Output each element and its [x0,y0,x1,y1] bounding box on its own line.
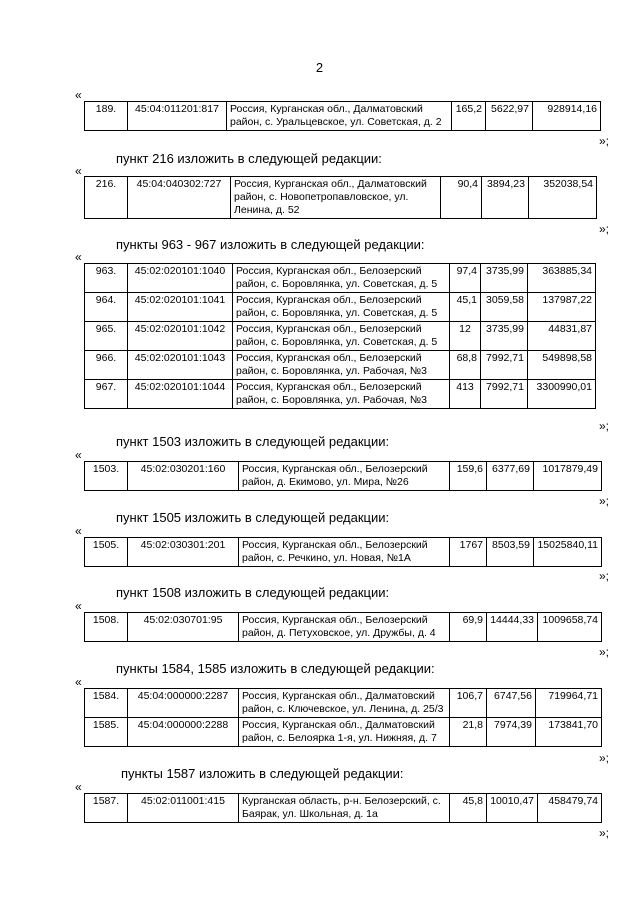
quote-open: « [75,599,82,613]
rate: 3894,23 [482,177,529,219]
quote-close: »; [598,826,609,840]
quote-close: »; [598,222,609,236]
area: 21,8 [450,718,487,747]
value: 173841,70 [536,718,602,747]
address: Россия, Курганская обл., Далматовский район, с. Белоярка 1-я, ул. Нижняя, д. 7 [239,718,450,747]
table-row [85,718,602,747]
item-number: 1587. [85,794,128,823]
area: 97,4 [450,264,481,293]
rate: 3735,99 [481,264,528,293]
cadastral-number: 45:02:020101:1044 [128,380,233,409]
address: Россия, Курганская обл., Белозерский район, с. Боровлянка, ул. Рабочая, №3 [233,351,450,380]
item-number: 189. [85,102,128,131]
address: Россия, Курганская обл., Белозерский район, с. Боровлянка, ул. Рабочая, №3 [233,380,450,409]
quote-close: »; [598,494,609,508]
register-table [84,101,601,131]
area: 1767 [450,538,487,567]
address: Курганская область, р-н. Белозерский, с. Баярак, ул. Школьная, д. 1а [239,794,450,823]
quote-open: « [75,780,82,794]
register-table [84,793,602,823]
address: Россия, Курганская обл., Белозерский район, с. Речкино, ул. Новая, №1А [239,538,450,567]
item-number: 964. [85,293,128,322]
table-row [85,177,597,219]
area: 90,4 [441,177,482,219]
address: Россия, Курганская обл., Далматовский район, с. Уральцевское, ул. Советская, д. 2 [227,102,452,131]
area: 106,7 [450,689,487,718]
item-number: 1585. [85,718,128,747]
rate: 7974,39 [487,718,536,747]
rate: 14444,33 [487,613,538,642]
address: Россия, Курганская обл., Далматовский район, с. Новопетропавловское, ул. Ленина, д. 52 [231,177,441,219]
cadastral-number: 45:02:011001:415 [128,794,239,823]
item-number: 965. [85,322,128,351]
cadastral-number: 45:04:040302:727 [128,177,231,219]
table-row [85,462,602,491]
register-table [84,688,602,747]
address: Россия, Курганская обл., Белозерский район, с. Боровлянка, ул. Советская, д. 5 [233,293,450,322]
item-number: 963. [85,264,128,293]
quote-close: »; [598,134,609,148]
table-row [85,613,602,642]
address: Россия, Курганская обл., Далматовский район, с. Ключевское, ул. Ленина, д. 25/3 [239,689,450,718]
rate: 3735,99 [481,322,528,351]
quote-close: »; [598,751,609,765]
table-row [85,293,596,322]
quote-open: « [75,675,82,689]
section-heading: пункт 1505 изложить в следующей редакции: [116,510,390,525]
area: 68,8 [450,351,481,380]
item-number: 1584. [85,689,128,718]
item-number: 966. [85,351,128,380]
section-heading: пункт 1508 изложить в следующей редакции: [116,585,390,600]
cadastral-number: 45:02:020101:1042 [128,322,233,351]
value: 719964,71 [536,689,602,718]
value: 44831,87 [528,322,596,351]
value: 1009658,74 [538,613,602,642]
item-number: 216. [85,177,128,219]
table-row [85,794,602,823]
quote-open: « [75,448,82,462]
table-row [85,351,596,380]
cadastral-number: 45:02:030301:201 [128,538,239,567]
quote-close: »; [598,419,609,433]
quote-open: « [75,88,82,102]
quote-open: « [75,250,82,264]
register-table [84,263,596,409]
value: 352038,54 [529,177,597,219]
item-number: 1508. [85,613,128,642]
address: Россия, Курганская обл., Белозерский район, д. Екимово, ул. Мира, №26 [239,462,450,491]
cadastral-number: 45:02:020101:1041 [128,293,233,322]
rate: 6747,56 [487,689,536,718]
section-heading: пункт 216 изложить в следующей редакции: [116,151,382,166]
area: 69,9 [450,613,487,642]
address: Россия, Курганская обл., Белозерский район, с. Боровлянка, ул. Советская, д. 5 [233,322,450,351]
table-row [85,322,596,351]
value: 458479,74 [538,794,602,823]
page-number: 2 [315,60,324,75]
rate: 10010,47 [487,794,538,823]
value: 363885,34 [528,264,596,293]
rate: 7992,71 [481,351,528,380]
cadastral-number: 45:02:020101:1040 [128,264,233,293]
rate: 7992,71 [481,380,528,409]
register-table [84,461,602,491]
register-table [84,612,602,642]
area: 159,6 [450,462,487,491]
table-row [85,380,596,409]
quote-close: »; [598,645,609,659]
table-row [85,689,602,718]
area: 45,8 [450,794,487,823]
quote-close: »; [598,569,609,583]
value: 3300990,01 [528,380,596,409]
quote-open: « [75,164,82,178]
address: Россия, Курганская обл., Белозерский район, с. Боровлянка, ул. Советская, д. 5 [233,264,450,293]
cadastral-number: 45:04:000000:2287 [128,689,239,718]
cadastral-number: 45:02:020101:1043 [128,351,233,380]
rate: 8503,59 [487,538,534,567]
area: 165,2 [452,102,486,131]
cadastral-number: 45:04:011201:817 [128,102,227,131]
register-table [84,537,602,567]
table-row [85,102,601,131]
rate: 6377,69 [487,462,534,491]
value: 1017879,49 [534,462,602,491]
address: Россия, Курганская обл., Белозерский район, д. Петуховское, ул. Дружбы, д. 4 [239,613,450,642]
table-row [85,538,602,567]
cadastral-number: 45:02:030701:95 [128,613,239,642]
item-number: 967. [85,380,128,409]
value: 137987,22 [528,293,596,322]
area: 12 [450,322,481,351]
table-row [85,264,596,293]
quote-open: « [75,524,82,538]
area: 413 [450,380,481,409]
cadastral-number: 45:04:000000:2288 [128,718,239,747]
section-heading: пункты 1584, 1585 изложить в следующей редакции: [116,661,435,676]
item-number: 1505. [85,538,128,567]
value: 549898,58 [528,351,596,380]
area: 45,1 [450,293,481,322]
item-number: 1503. [85,462,128,491]
value: 928914,16 [533,102,601,131]
section-heading: пункты 1587 изложить в следующей редакции: [121,766,404,781]
rate: 5622,97 [486,102,533,131]
rate: 3059,58 [481,293,528,322]
value: 15025840,11 [534,538,602,567]
cadastral-number: 45:02:030201:160 [128,462,239,491]
section-heading: пункты 963 - 967 изложить в следующей редакции: [116,237,425,252]
section-heading: пункт 1503 изложить в следующей редакции: [116,434,390,449]
register-table [84,176,597,219]
